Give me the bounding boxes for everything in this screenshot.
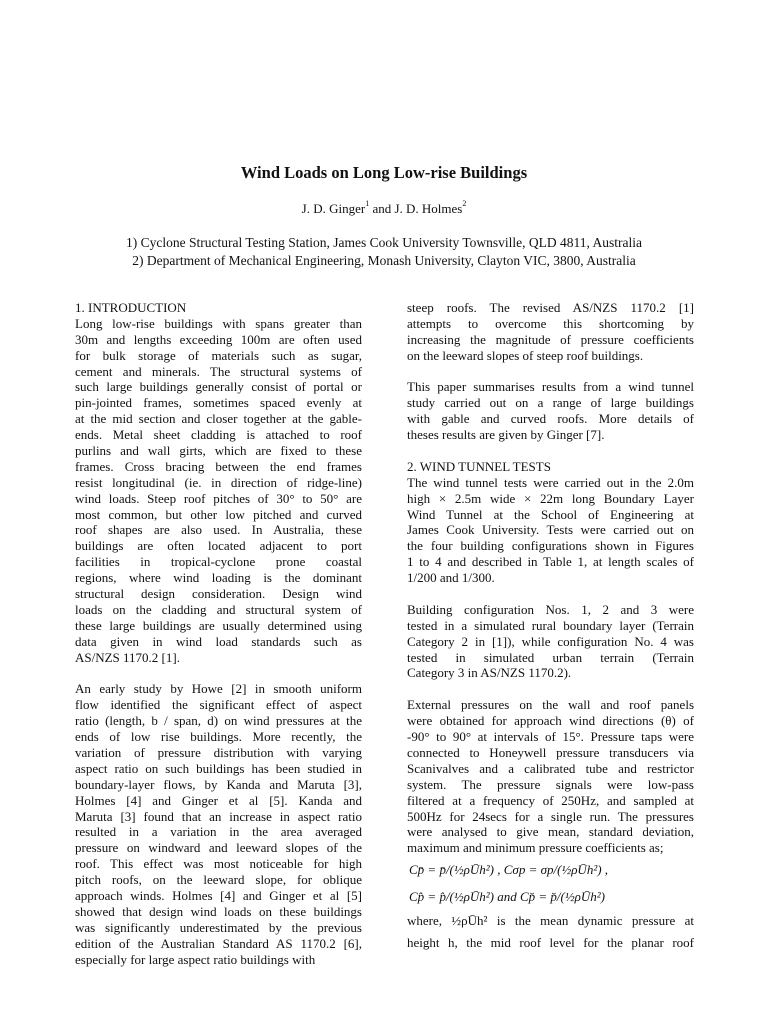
left-column: [75, 300, 362, 967]
text-line: 2. WIND TUNNEL TESTS: [407, 458, 551, 474]
text-line: edition of the Australian Standard AS 1170.2 [6],: [75, 935, 362, 951]
text-line: frames. Cross bracing between the end frames: [75, 458, 362, 474]
author-2: and J. D. Holmes: [369, 201, 463, 216]
text-line: This paper summarises results from a wind tunnel: [407, 379, 694, 395]
right-column: [407, 300, 694, 954]
text-line: most common, but other low pitched and curved: [75, 506, 362, 522]
text-line: Category 3 in AS/NZS 1170.2).: [407, 665, 572, 681]
text-line: wind loads. Steep roof pitches of 30° to 50° are: [75, 490, 362, 506]
text-line: 1. INTRODUCTION: [75, 300, 187, 315]
author-2-superscript: 2: [462, 199, 467, 208]
text-line: these large buildings are usually determined using: [75, 617, 362, 633]
text-line: high × 2.5m wide × 22m long Boundary Layer: [407, 490, 694, 506]
text-line: An early study by Howe [2] in smooth uniform: [75, 681, 362, 697]
text-line: data given in wind load standards such as: [75, 633, 362, 649]
text-line: purlins and wall girts, which are fixed to these: [75, 443, 362, 459]
text-line: Wind Tunnel at the School of Engineering at: [407, 506, 694, 522]
text-line: 30m and lengths exceeding 100m are often used: [75, 331, 362, 347]
text-line: maximum and minimum pressure coefficients as;: [407, 840, 664, 856]
author-1-superscript: 1: [365, 199, 370, 208]
text-line: attempts to overcome this shortcoming by: [407, 315, 694, 331]
text-line: roof shapes are also used. In Australia, these: [75, 522, 362, 538]
text-line: James Cook University. Tests were carried out on: [407, 522, 694, 538]
text-line: loads on the cladding and structural system of: [75, 601, 362, 617]
text-line: was significantly underestimated by the previous: [75, 919, 362, 935]
text-line: tested in simulated urban terrain (Terrain: [407, 649, 694, 665]
text-line: tested in a simulated rural boundary layer (Terrain: [407, 617, 694, 633]
text-line: with gable and curved roofs. More details of: [407, 411, 694, 427]
text-line: roof. This effect was most noticeable for high: [75, 856, 362, 872]
text-line: such large buildings generally consist of portal or: [75, 379, 362, 395]
text-line: for bulk storage of materials such as sugar,: [75, 347, 362, 363]
equation: Cp̂ = p̂/(½ρŪh²) and Cp̆ = p̆/(½ρŪh²): [409, 889, 605, 905]
text-line: pin-jointed frames, sometimes spaced evenly at: [75, 395, 362, 411]
text-line: facilities in tropical-cyclone prone coastal: [75, 554, 362, 570]
text-line: buildings are often located adjacent to port: [75, 538, 362, 554]
paragraph-gap: [75, 665, 362, 681]
equation: Cp̄ = p̄/(½ρŪh²) , Cσp = σp/(½ρŪh²) ,: [409, 862, 609, 878]
text-line: -90° to 90° at intervals of 15°. Pressure taps were: [407, 729, 694, 745]
text-line: were obtained for approach wind directions (θ) of: [407, 713, 694, 729]
text-line: boundary-layer flows, by Kanda and Maruta [3],: [75, 776, 362, 792]
text-line: Building configuration Nos. 1, 2 and 3 were: [407, 601, 694, 617]
text-line: ends. Metal sheet cladding is attached to roof: [75, 427, 362, 443]
text-line: connected to Honeywell pressure transducers via: [407, 744, 694, 760]
text-line: were analysed to give mean, standard deviation,: [407, 824, 694, 840]
text-line: structural design consideration. Design wind: [75, 586, 362, 602]
text-line: on the leeward slopes of steep roof buildings.: [407, 347, 644, 363]
author-1: J. D. Ginger: [301, 201, 366, 216]
text-line: resulted in a variation in the area averaged: [75, 824, 362, 840]
paragraph-gap: [407, 364, 694, 380]
text-line: steep roofs. The revised AS/NZS 1170.2 [1]: [407, 300, 694, 315]
text-line: pressure on windward and leeward slopes of the: [75, 840, 362, 856]
text-line: system. The pressure signals were low-pass: [407, 776, 694, 792]
affiliation-2: 2) Department of Mechanical Engineering, Monash University, Clayton VIC, 3800, Australia: [132, 253, 636, 268]
paragraph-gap: [407, 681, 694, 697]
text-line: variation of pressure distribution with varying: [75, 744, 362, 760]
text-line: Holmes [4] and Ginger et al [5]. Kanda and: [75, 792, 362, 808]
text-line: ratio (length, b / span, d) on wind pressures at the: [75, 713, 362, 729]
paragraph-gap: [407, 586, 694, 602]
authors: [0, 201, 768, 217]
text-line: aspect ratio on such buildings has been studied in: [75, 760, 362, 776]
text-line: the four building configurations shown in Figures: [407, 538, 694, 554]
text-line: Long low-rise buildings with spans greater than: [75, 315, 362, 331]
text-line: Maruta [3] found that an increase in aspect ratio: [75, 808, 362, 824]
text-line: theses results are given by Ginger [7].: [407, 427, 605, 443]
text-line: regions, where wind loading is the dominant: [75, 570, 362, 586]
text-line: pitch roofs, on the leeward slope, for oblique: [75, 872, 362, 888]
affiliation-1: 1) Cyclone Structural Testing Station, James Cook University Townsville, QLD 4811, Australia: [125, 235, 643, 250]
text-line: 1 to 4 and described in Table 1, at length scales of: [407, 554, 694, 570]
text-line: filtered at a frequency of 250Hz, and sampled at: [407, 792, 694, 808]
text-line: increasing the magnitude of pressure coefficients: [407, 331, 694, 347]
text-line: height h, the mid roof level for the planar roof: [407, 935, 694, 951]
text-line: Scanivalves and a calibrated tube and restrictor: [407, 760, 694, 776]
text-line: AS/NZS 1170.2 [1].: [75, 649, 180, 665]
text-line: Category 2 in [1]), while configuration No. 4 was: [407, 633, 694, 649]
text-line: The wind tunnel tests were carried out in the 2.0m: [407, 474, 694, 490]
text-line: flow identified the significant effect of aspect: [75, 697, 362, 713]
text-line: at the mid section and closer together at the gable-: [75, 411, 362, 427]
text-line: 500Hz for 24secs for a single run. The pressures: [407, 808, 694, 824]
text-line: approach winds. Holmes [4] and Ginger et al [5]: [75, 887, 362, 903]
text-line: 1/200 and 1/300.: [407, 570, 495, 586]
text-line: cement and minerals. The structural systems of: [75, 363, 362, 379]
text-line: ends of low rise buildings. More recently, the: [75, 729, 362, 745]
text-line: where, ½ρŪh² is the mean dynamic pressure at: [407, 913, 694, 929]
text-line: resist longitudinal (ie. in direction of ridge-line): [75, 474, 362, 490]
text-line: showed that design wind loads on these buildings: [75, 903, 362, 919]
text-line: study carried out on a range of large buildings: [407, 395, 694, 411]
text-line: External pressures on the wall and roof panels: [407, 697, 694, 713]
paragraph-gap: [407, 443, 694, 459]
text-line: especially for large aspect ratio buildings with: [75, 951, 316, 967]
paper-title: Wind Loads on Long Low-rise Buildings: [240, 163, 528, 182]
